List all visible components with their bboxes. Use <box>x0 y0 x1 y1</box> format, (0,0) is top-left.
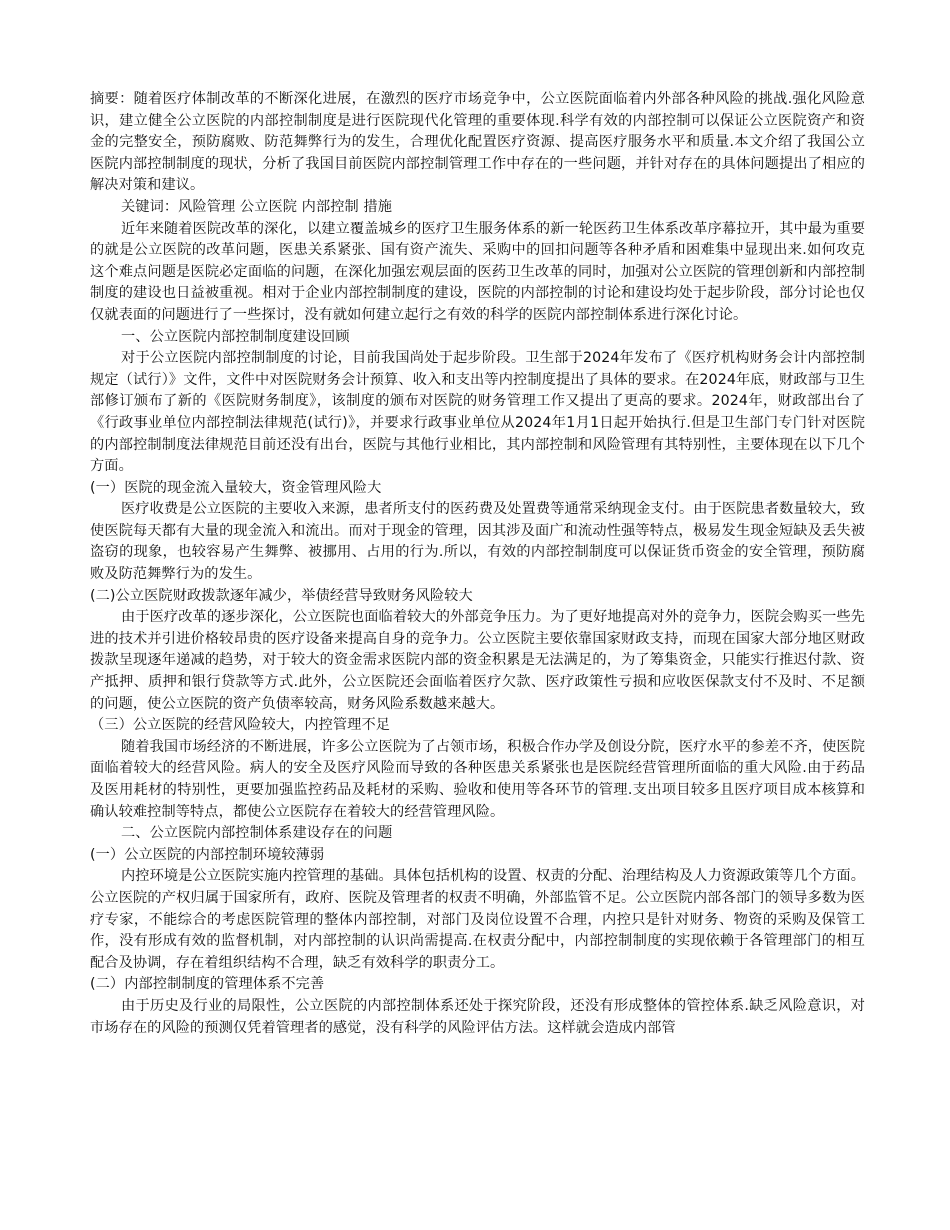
abstract-paragraph: 摘要：随着医疗体制改革的不断深化进展，在激烈的医疗市场竞争中，公立医院面临着内外部各种风险的挑战.强化风险意识，建立健全公立医院的内部控制制度是进行医院现代化管理的重要体现.科学有效的内部控制可以保证公立医院资产和资金的完整安全，预防腐败、防范舞弊行为的发生，合理优化配置医疗资源、提高医疗服务水平和质量.本文介绍了我国公立医院内部控制制度的现状，分析了我国目前医院内部控制管理工作中存在的一些问题，并针对存在的具体问题提出了相应的解决对策和建议。 <box>90 91 865 194</box>
section-1-sub-3-heading: （三）公立医院的经营风险较大，内控管理不足 <box>90 717 391 734</box>
section-1-body: 对于公立医院内部控制制度的讨论，目前我国尚处于起步阶段。卫生部于2024年发布了《医疗机构财务会计内部控制规定（试行）》文件，文件中对医院财务会计预算、收入和支出等内控制度提出了具体的要求。在2024年底，财政部与卫生部修订颁布了新的《医院财务制度》，该制度的颁布对医院的财务管理工作又提出了更高的要求。2024年，财政部出台了《行政事业单位内部控制法律规范(试行)》，并要求行政事业单位从2024年1月1日起开始执行.但是卫生部门专门针对医院的内部控制制度法律规范目前还没有出台，医院与其他行业相比，其内部控制和风险管理有其特别性，主要体现在以下几个方面。 <box>90 350 865 475</box>
section-1-sub-2-heading: (二)公立医院财政拨款逐年减少，举债经营导致财务风险较大 <box>90 587 473 604</box>
document-page <box>90 89 865 1039</box>
section-1-sub-3-body: 随着我国市场经济的不断进展，许多公立医院为了占领市场，积极合作办学及创设分院，医疗水平的参差不齐，使医院面临着较大的经营风险。病人的安全及医疗风险而导致的各种医患关系紧张也是医院经营管理所面临的重大风险.由于药品及医用耗材的特别性，更要加强监控药品及耗材的采购、验收和使用等各环节的管理.支出项目较多且医疗项目成本核算和确认较难控制等特点，都使公立医院存在着较大的经营管理风险。 <box>90 738 865 820</box>
section-1-heading: 一、公立医院内部控制制度建设回顾 <box>121 328 350 345</box>
section-1-sub-2-body: 由于医疗改革的逐步深化，公立医院也面临着较大的外部竞争压力。为了更好地提高对外的竞争力，医院会购买一些先进的技术并引进价格较昂贵的医疗设备来提高自身的竞争力。公立医院主要依靠国家财政支持，而现在国家大部分地区财政拨款呈现逐年递减的趋势，对于较大的资金需求医院内部的资金积累是无法满足的，为了筹集资金，只能实行推迟付款、资产抵押、质押和银行贷款等方式.此外，公立医院还会面临着医疗欠款、医疗政策性亏损和应收医保款支付不及时、不足额的问题，使公立医院的资产负债率较高，财务风险系数越来越大。 <box>90 609 865 712</box>
intro-paragraph: 近年来随着医院改革的深化，以建立覆盖城乡的医疗卫生服务体系的新一轮医药卫生体系改革序幕拉开，其中最为重要的就是公立医院的改革问题，医患关系紧张、国有资产流失、采购中的回扣问题等各种矛盾和困难集中显现出来.如何攻克这个难点问题是医院必定面临的问题，在深化加强宏观层面的医药卫生改革的同时，加强对公立医院的管理创新和内部控制制度的建设也日益被重视。相对于企业内部控制制度的建设，医院的内部控制的讨论和建设均处于起步阶段，部分讨论也仅仅就表面的问题进行了一些探讨，没有就如何建立起行之有效的科学的医院内部控制体系进行深化讨论。 <box>90 220 865 323</box>
keywords-line: 关键词：风险管理 公立医院 内部控制 措施 <box>121 198 393 215</box>
section-1-sub-1-heading: (一）医院的现金流入量较大，资金管理风险大 <box>90 479 382 496</box>
section-2-sub-1-body: 内控环境是公立医院实施内控管理的基础。具体包括机构的设置、权责的分配、治理结构及人力资源政策等几个方面。公立医院的产权归属于国家所有，政府、医院及管理者的权责不明确，外部监管不足。公立医院内部各部门的领导多数为医疗专家，不能综合的考虑医院管理的整体内部控制，对部门及岗位设置不合理，内控只是针对财务、物资的采购及保管工作，没有形成有效的监督机制，对内部控制的认识尚需提高.在权责分配中，内部控制制度的实现依赖于各管理部门的相互配合及协调，存在着组织结构不合理，缺乏有效科学的职责分工。 <box>90 868 865 971</box>
section-2-sub-2-heading: (二）内部控制制度的管理体系不完善 <box>90 976 325 993</box>
section-2-sub-1-heading: (一）公立医院的内部控制环境较薄弱 <box>90 846 325 863</box>
section-2-heading: 二、公立医院内部控制体系建设存在的问题 <box>121 825 393 842</box>
section-1-sub-1-body: 医疗收费是公立医院的主要收入来源，患者所支付的医药费及处置费等通常采纳现金支付。由于医院患者数量较大，致使医院每天都有大量的现金流入和流出。而对于现金的管理，因其涉及面广和流动性强等特点，极易发生现金短缺及丢失被盗窃的现象，也较容易产生舞弊、被挪用、占用的行为.所以，有效的内部控制制度可以保证货币资金的安全管理，预防腐败及防范舞弊行为的发生。 <box>90 501 865 583</box>
section-2-sub-2-body: 由于历史及行业的局限性，公立医院的内部控制体系还处于探究阶段，还没有形成整体的管控体系.缺乏风险意识，对市场存在的风险的预测仅凭着管理者的感觉，没有科学的风险评估方法。这样就会造成内部管 <box>90 997 865 1036</box>
